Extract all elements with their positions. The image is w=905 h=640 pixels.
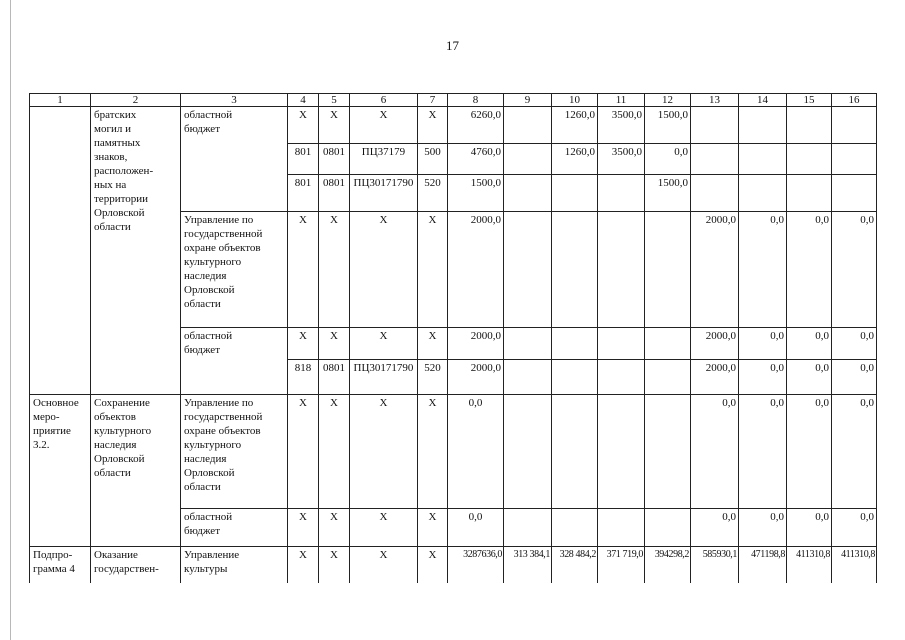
- table-cell: [504, 144, 552, 175]
- table-cell: 3287636,0: [448, 547, 504, 583]
- table-cell: X: [350, 328, 418, 360]
- table-cell: [504, 175, 552, 212]
- subprogram-number-cell: Подпро- грамма 4: [30, 547, 91, 583]
- table-cell: [739, 107, 787, 144]
- header-cell: 11: [598, 94, 645, 107]
- table-cell: [739, 144, 787, 175]
- source-cell: областной бюджет: [181, 107, 288, 212]
- source-cell: областной бюджет: [181, 328, 288, 395]
- table-cell: [832, 144, 877, 175]
- table-cell: 818: [288, 360, 319, 395]
- table-cell: [787, 144, 832, 175]
- header-cell: 10: [552, 94, 598, 107]
- table-cell: ПЦ30171790: [350, 175, 418, 212]
- table-cell: [598, 175, 645, 212]
- table-cell: 471198,8: [739, 547, 787, 583]
- table-cell: [504, 328, 552, 360]
- table-cell: 0,0: [787, 360, 832, 395]
- table-cell: 0,0: [739, 395, 787, 509]
- header-cell: 12: [645, 94, 691, 107]
- table-cell: [598, 212, 645, 328]
- event-number-cell: Основное меро- приятие 3.2.: [30, 395, 91, 547]
- table-cell: 2000,0: [448, 212, 504, 328]
- source-cell: Управление культуры: [181, 547, 288, 583]
- table-cell: 0801: [319, 360, 350, 395]
- table-cell: X: [350, 212, 418, 328]
- page-left-edge: [10, 0, 11, 640]
- table-cell: 3500,0: [598, 144, 645, 175]
- table-cell: 0,0: [832, 395, 877, 509]
- table-row: [30, 395, 877, 509]
- budget-table: [29, 93, 877, 583]
- event-name-cell: братских могил и памятных знаков, расположен- ных на территории Орловской области: [91, 107, 181, 395]
- cell-col1-empty: [30, 107, 91, 395]
- table-cell: X: [319, 328, 350, 360]
- table-cell: X: [418, 509, 448, 547]
- table-cell: [552, 175, 598, 212]
- header-cell: 16: [832, 94, 877, 107]
- table-cell: 371 719,0: [598, 547, 645, 583]
- header-cell: 7: [418, 94, 448, 107]
- table-cell: 0,0: [448, 509, 504, 547]
- table-cell: [504, 212, 552, 328]
- table-cell: [832, 107, 877, 144]
- table-cell: [552, 509, 598, 547]
- table-cell: 1260,0: [552, 107, 598, 144]
- table-cell: 2000,0: [691, 360, 739, 395]
- table-cell: [504, 107, 552, 144]
- table-cell: [598, 360, 645, 395]
- table-cell: 0,0: [645, 144, 691, 175]
- table-cell: [832, 175, 877, 212]
- table-cell: 500: [418, 144, 448, 175]
- table-cell: [645, 212, 691, 328]
- table-cell: X: [350, 547, 418, 583]
- table-cell: ПЦ30171790: [350, 360, 418, 395]
- table-cell: ПЦ37179: [350, 144, 418, 175]
- table-cell: [598, 328, 645, 360]
- table-cell: 411310,8: [787, 547, 832, 583]
- table-cell: 1500,0: [645, 175, 691, 212]
- table-cell: 585930,1: [691, 547, 739, 583]
- table-cell: 0,0: [739, 360, 787, 395]
- table-cell: 0,0: [448, 395, 504, 509]
- table-cell: X: [319, 212, 350, 328]
- table-cell: [552, 212, 598, 328]
- table-cell: 520: [418, 360, 448, 395]
- table-cell: 313 384,1: [504, 547, 552, 583]
- table-cell: 0,0: [787, 328, 832, 360]
- table-cell: 0,0: [787, 509, 832, 547]
- table-cell: X: [418, 328, 448, 360]
- header-cell: 6: [350, 94, 418, 107]
- table-cell: 801: [288, 175, 319, 212]
- table-cell: X: [418, 395, 448, 509]
- table-cell: X: [418, 107, 448, 144]
- page-number: 17: [446, 38, 459, 53]
- table-cell: X: [288, 395, 319, 509]
- header-cell: 13: [691, 94, 739, 107]
- table-cell: 2000,0: [448, 328, 504, 360]
- table-cell: [504, 360, 552, 395]
- table-cell: X: [319, 395, 350, 509]
- table-cell: 520: [418, 175, 448, 212]
- table-cell: 0801: [319, 175, 350, 212]
- table-cell: 411310,8: [832, 547, 877, 583]
- table-cell: [739, 175, 787, 212]
- table-cell: [645, 509, 691, 547]
- table-cell: 0,0: [691, 509, 739, 547]
- table-cell: 0,0: [832, 212, 877, 328]
- table-cell: 0,0: [739, 509, 787, 547]
- table-cell: 2000,0: [448, 360, 504, 395]
- table-cell: 0,0: [832, 360, 877, 395]
- table-cell: 0,0: [832, 328, 877, 360]
- header-row: [30, 94, 877, 107]
- header-cell: 1: [30, 94, 91, 107]
- table-row: [30, 107, 877, 144]
- table-cell: X: [288, 212, 319, 328]
- table-cell: [598, 509, 645, 547]
- table-cell: [504, 395, 552, 509]
- table-row: [30, 547, 877, 583]
- table-cell: 2000,0: [691, 212, 739, 328]
- table-cell: [691, 144, 739, 175]
- table-cell: 0,0: [739, 212, 787, 328]
- subprogram-name-cell: Оказание государствен-: [91, 547, 181, 583]
- table-cell: 6260,0: [448, 107, 504, 144]
- table-cell: 394298,2: [645, 547, 691, 583]
- table-cell: 1500,0: [645, 107, 691, 144]
- header-cell: 4: [288, 94, 319, 107]
- table-cell: [787, 175, 832, 212]
- table-cell: [645, 328, 691, 360]
- table-cell: X: [319, 509, 350, 547]
- table-cell: [504, 509, 552, 547]
- table-cell: [552, 360, 598, 395]
- table-cell: [598, 395, 645, 509]
- table-cell: [552, 328, 598, 360]
- table-cell: 801: [288, 144, 319, 175]
- table-cell: X: [350, 107, 418, 144]
- header-cell: 8: [448, 94, 504, 107]
- header-cell: 3: [181, 94, 288, 107]
- table-cell: [645, 395, 691, 509]
- table-cell: [691, 107, 739, 144]
- table-cell: 0,0: [787, 212, 832, 328]
- table-cell: [691, 175, 739, 212]
- table-cell: 2000,0: [691, 328, 739, 360]
- table-cell: [552, 395, 598, 509]
- header-cell: 5: [319, 94, 350, 107]
- table-cell: 0,0: [832, 509, 877, 547]
- table-cell: X: [418, 547, 448, 583]
- table-cell: [645, 360, 691, 395]
- event-name-cell: Сохранение объектов культурного наследия Орловской области: [91, 395, 181, 547]
- header-cell: 2: [91, 94, 181, 107]
- table-cell: 0,0: [787, 395, 832, 509]
- table-cell: 1500,0: [448, 175, 504, 212]
- table-cell: 0,0: [739, 328, 787, 360]
- table-cell: X: [288, 547, 319, 583]
- table-cell: X: [288, 107, 319, 144]
- table-cell: 3500,0: [598, 107, 645, 144]
- table-cell: X: [288, 328, 319, 360]
- header-cell: 14: [739, 94, 787, 107]
- source-cell: Управление по государственной охране объектов культурного наследия Орловской области: [181, 395, 288, 509]
- table-cell: 1260,0: [552, 144, 598, 175]
- table-cell: [787, 107, 832, 144]
- table-cell: X: [288, 509, 319, 547]
- table-cell: X: [418, 212, 448, 328]
- table-cell: 0801: [319, 144, 350, 175]
- table-cell: X: [350, 395, 418, 509]
- table-cell: 0,0: [691, 395, 739, 509]
- table-cell: X: [319, 107, 350, 144]
- header-cell: 9: [504, 94, 552, 107]
- header-cell: 15: [787, 94, 832, 107]
- table-cell: X: [350, 509, 418, 547]
- table-cell: 328 484,2: [552, 547, 598, 583]
- table-cell: 4760,0: [448, 144, 504, 175]
- table-cell: X: [319, 547, 350, 583]
- source-cell: Управление по государственной охране объектов культурного наследия Орловской области: [181, 212, 288, 328]
- source-cell: областной бюджет: [181, 509, 288, 547]
